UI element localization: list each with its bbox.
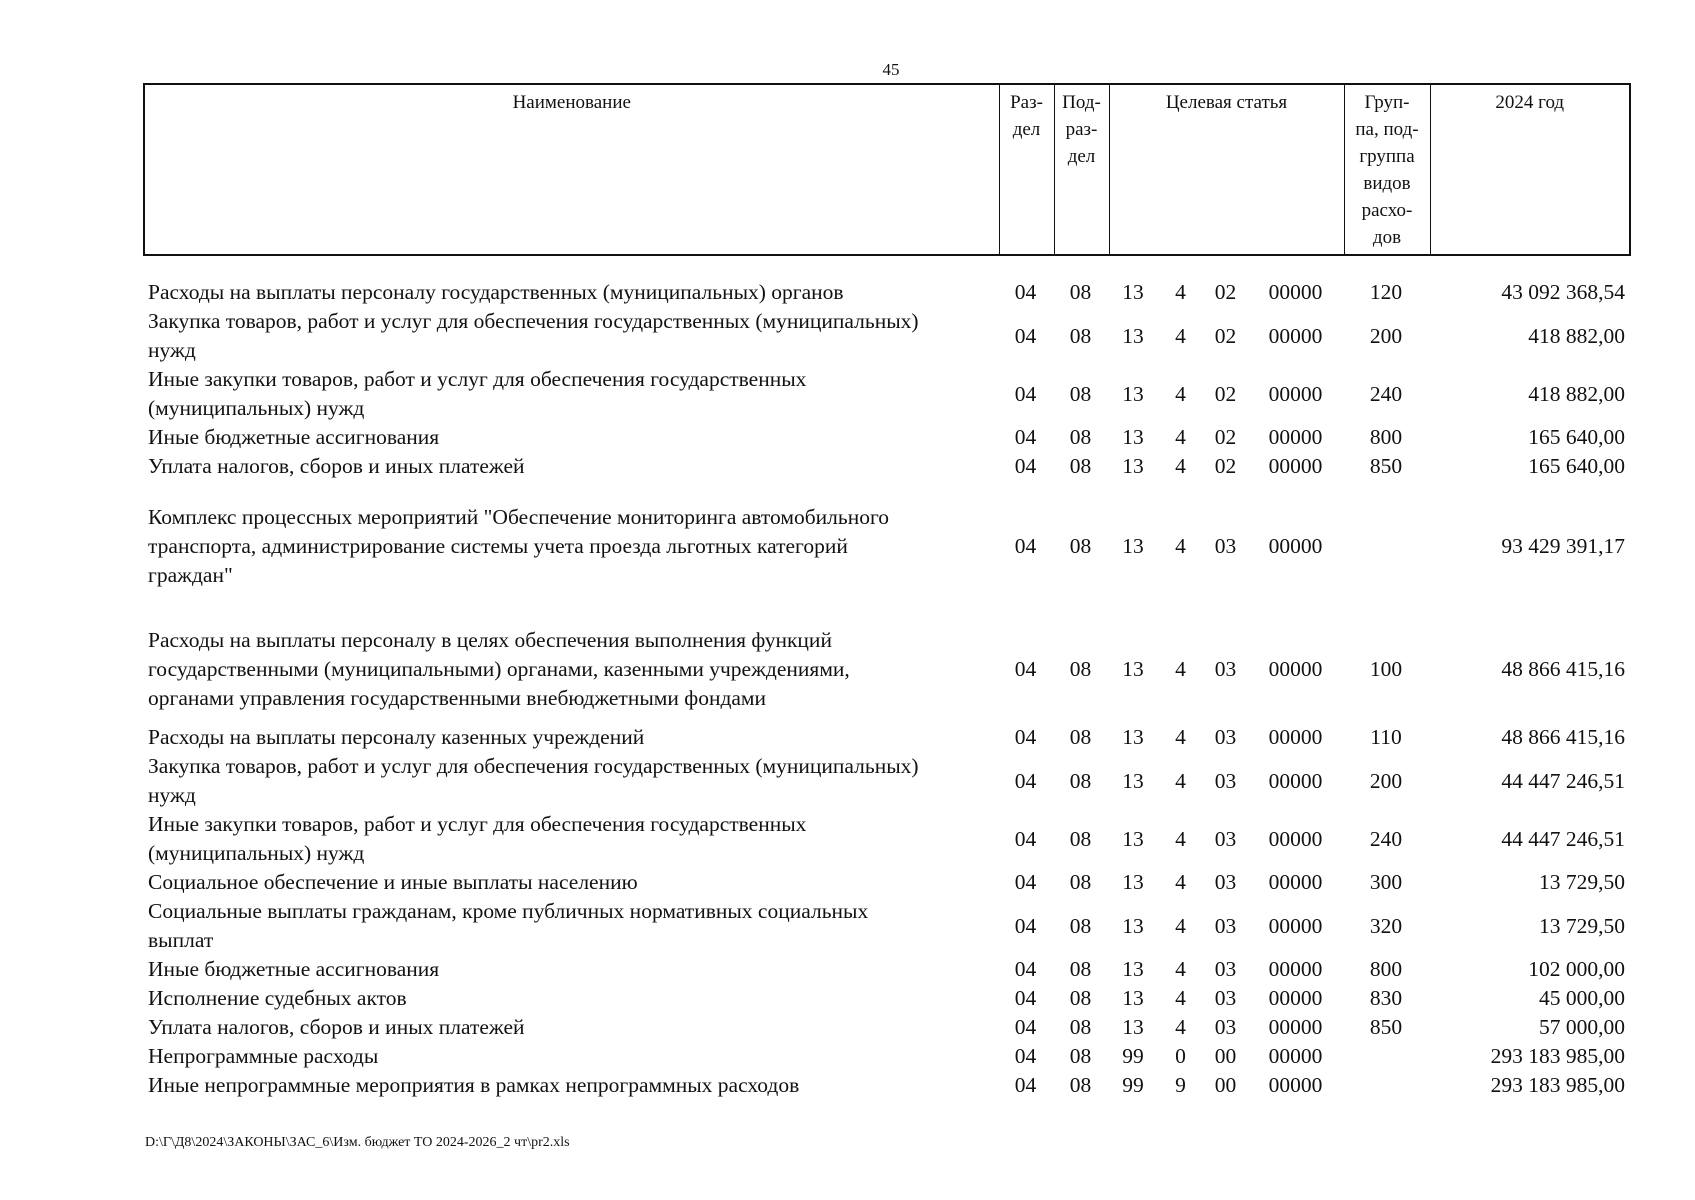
row-podrazdel: 08 bbox=[1069, 323, 1092, 348]
row-podrazdel: 08 bbox=[1069, 425, 1092, 449]
row-target-program: 13 bbox=[1122, 1015, 1144, 1039]
row-target-type: 4 bbox=[1175, 657, 1186, 681]
row-amount: 45 000,00 bbox=[1539, 986, 1625, 1010]
row-target-direction: 00000 bbox=[1268, 323, 1323, 348]
header-podrazdel: Под- раз- дел bbox=[1054, 84, 1109, 255]
row-target-program: 13 bbox=[1122, 534, 1144, 558]
row-name: Иные бюджетные ассигнования bbox=[148, 425, 440, 449]
row-amount: 165 640,00 bbox=[1528, 454, 1625, 478]
table-row bbox=[143, 1071, 1629, 1100]
row-razdel: 04 bbox=[1014, 1073, 1037, 1097]
row-razdel: 04 bbox=[1014, 323, 1037, 348]
row-target-event: 03 bbox=[1214, 534, 1237, 558]
row-target-program: 13 bbox=[1122, 657, 1144, 681]
row-razdel: 04 bbox=[1014, 768, 1037, 793]
row-name: Социальные выплаты гражданам, кроме публичных нормативных социальных выплат bbox=[148, 899, 869, 952]
row-group: 100 bbox=[1369, 657, 1403, 681]
row-razdel: 04 bbox=[1014, 826, 1037, 851]
header-group: Груп- па, под- группа видов расхо- дов bbox=[1344, 84, 1430, 255]
header-year: 2024 год bbox=[1430, 84, 1630, 255]
row-razdel: 04 bbox=[1014, 957, 1037, 981]
row-razdel: 04 bbox=[1014, 725, 1037, 749]
row-podrazdel: 08 bbox=[1069, 1073, 1092, 1097]
row-target-program: 13 bbox=[1122, 454, 1144, 478]
table-row bbox=[143, 481, 1629, 604]
row-group bbox=[1343, 1042, 1429, 1071]
row-amount: 165 640,00 bbox=[1528, 425, 1625, 449]
table-row bbox=[143, 810, 1629, 868]
row-name: Расходы на выплаты персоналу казенных учреждений bbox=[148, 725, 645, 749]
row-target-event: 02 bbox=[1214, 381, 1237, 406]
row-razdel: 04 bbox=[1014, 280, 1037, 304]
row-target-direction: 00000 bbox=[1268, 454, 1323, 478]
row-target-program: 13 bbox=[1122, 913, 1144, 938]
row-amount: 102 000,00 bbox=[1528, 957, 1625, 981]
row-target-type: 4 bbox=[1175, 957, 1186, 981]
row-podrazdel: 08 bbox=[1069, 986, 1092, 1010]
row-group: 240 bbox=[1369, 381, 1403, 406]
row-amount: 48 866 415,16 bbox=[1501, 657, 1625, 681]
row-group: 120 bbox=[1369, 280, 1403, 304]
row-name: Социальное обеспечение и иные выплаты населению bbox=[148, 870, 638, 894]
row-podrazdel: 08 bbox=[1069, 1044, 1092, 1068]
table-row bbox=[143, 955, 1629, 984]
row-group: 200 bbox=[1369, 323, 1403, 348]
table-row bbox=[143, 868, 1629, 897]
row-target-program: 13 bbox=[1122, 425, 1144, 449]
row-name: Комплекс процессных мероприятий "Обеспечение мониторинга автомобильного транспорта, администрирование системы учета проезда льготных категорий граждан" bbox=[148, 505, 889, 587]
row-target-program: 13 bbox=[1122, 725, 1144, 749]
row-target-type: 4 bbox=[1175, 323, 1186, 348]
table-row bbox=[143, 752, 1629, 810]
row-target-program: 99 bbox=[1122, 1073, 1144, 1097]
row-podrazdel: 08 bbox=[1069, 280, 1092, 304]
row-target-direction: 00000 bbox=[1268, 657, 1323, 681]
row-target-program: 13 bbox=[1122, 280, 1144, 304]
row-group: 800 bbox=[1369, 425, 1403, 449]
row-name: Непрограммные расходы bbox=[148, 1044, 379, 1068]
row-target-direction: 00000 bbox=[1268, 913, 1323, 938]
row-target-type: 4 bbox=[1175, 454, 1186, 478]
row-target-event: 03 bbox=[1214, 826, 1237, 851]
row-target-type: 4 bbox=[1175, 1015, 1186, 1039]
row-target-direction: 00000 bbox=[1268, 1015, 1323, 1039]
row-target-event: 03 bbox=[1214, 657, 1237, 681]
row-amount: 57 000,00 bbox=[1539, 1015, 1625, 1039]
row-name: Уплата налогов, сборов и иных платежей bbox=[148, 1015, 525, 1039]
table-header bbox=[143, 83, 1631, 256]
row-podrazdel: 08 bbox=[1069, 768, 1092, 793]
row-target-type: 4 bbox=[1175, 913, 1186, 938]
header-target: Целевая статья bbox=[1109, 84, 1344, 255]
row-amount: 293 183 985,00 bbox=[1490, 1073, 1625, 1097]
row-podrazdel: 08 bbox=[1069, 1015, 1092, 1039]
row-target-type: 4 bbox=[1175, 381, 1186, 406]
row-target-direction: 00000 bbox=[1268, 768, 1323, 793]
table-row bbox=[143, 723, 1629, 752]
row-razdel: 04 bbox=[1014, 425, 1037, 449]
row-target-program: 99 bbox=[1122, 1044, 1144, 1068]
row-amount: 418 882,00 bbox=[1528, 323, 1625, 348]
row-target-event: 02 bbox=[1214, 425, 1237, 449]
row-group: 240 bbox=[1369, 826, 1403, 851]
row-group: 800 bbox=[1369, 957, 1403, 981]
row-razdel: 04 bbox=[1014, 870, 1037, 894]
row-target-event: 03 bbox=[1214, 957, 1237, 981]
row-target-type: 4 bbox=[1175, 870, 1186, 894]
table-row bbox=[143, 897, 1629, 955]
row-target-type: 4 bbox=[1175, 534, 1186, 558]
row-razdel: 04 bbox=[1014, 1015, 1037, 1039]
row-target-event: 02 bbox=[1214, 280, 1237, 304]
row-group: 830 bbox=[1369, 986, 1403, 1010]
table-row bbox=[143, 268, 1629, 307]
page-number: 45 bbox=[882, 60, 900, 79]
row-group: 320 bbox=[1369, 913, 1403, 938]
row-target-type: 0 bbox=[1175, 1044, 1186, 1068]
row-amount: 44 447 246,51 bbox=[1501, 768, 1625, 793]
row-name: Закупка товаров, работ и услуг для обеспечения государственных (муниципальных) нужд bbox=[148, 754, 919, 807]
row-name: Иные закупки товаров, работ и услуг для обеспечения государственных (муниципальных) нужд bbox=[148, 812, 807, 865]
row-target-event: 03 bbox=[1214, 913, 1237, 938]
row-target-program: 13 bbox=[1122, 381, 1144, 406]
row-razdel: 04 bbox=[1014, 986, 1037, 1010]
row-target-direction: 00000 bbox=[1268, 280, 1323, 304]
row-podrazdel: 08 bbox=[1069, 657, 1092, 681]
row-group: 850 bbox=[1369, 454, 1403, 478]
row-name: Иные закупки товаров, работ и услуг для обеспечения государственных (муниципальных) нужд bbox=[148, 367, 807, 420]
table-row bbox=[143, 423, 1629, 452]
row-amount: 93 429 391,17 bbox=[1501, 534, 1625, 558]
row-amount: 293 183 985,00 bbox=[1490, 1044, 1625, 1068]
row-amount: 44 447 246,51 bbox=[1501, 826, 1625, 851]
row-target-program: 13 bbox=[1122, 768, 1144, 793]
file-path-footer: D:\Г\Д8\2024\ЗАКОНЫ\ЗАС_6\Изм. бюджет ТО 2024-2026_2 чт\pr2.xls bbox=[145, 1135, 570, 1150]
row-podrazdel: 08 bbox=[1069, 870, 1092, 894]
budget-table bbox=[143, 268, 1629, 1100]
table-row bbox=[143, 1042, 1629, 1071]
row-target-direction: 00000 bbox=[1268, 425, 1323, 449]
row-amount: 13 729,50 bbox=[1539, 913, 1625, 938]
row-target-direction: 00000 bbox=[1268, 826, 1323, 851]
row-target-direction: 00000 bbox=[1268, 1073, 1323, 1097]
row-target-direction: 00000 bbox=[1268, 381, 1323, 406]
table-row bbox=[143, 604, 1629, 723]
row-razdel: 04 bbox=[1014, 913, 1037, 938]
row-target-program: 13 bbox=[1122, 986, 1144, 1010]
row-group: 850 bbox=[1369, 1015, 1403, 1039]
row-podrazdel: 08 bbox=[1069, 534, 1092, 558]
row-target-type: 4 bbox=[1175, 280, 1186, 304]
row-razdel: 04 bbox=[1014, 381, 1037, 406]
row-razdel: 04 bbox=[1014, 454, 1037, 478]
row-target-program: 13 bbox=[1122, 870, 1144, 894]
row-target-program: 13 bbox=[1122, 957, 1144, 981]
row-group: 200 bbox=[1369, 768, 1403, 793]
table-row bbox=[143, 1013, 1629, 1042]
row-target-event: 03 bbox=[1214, 986, 1237, 1010]
row-target-type: 4 bbox=[1175, 725, 1186, 749]
row-podrazdel: 08 bbox=[1069, 826, 1092, 851]
row-target-direction: 00000 bbox=[1268, 534, 1323, 558]
row-target-type: 4 bbox=[1175, 425, 1186, 449]
row-target-program: 13 bbox=[1122, 826, 1144, 851]
row-group bbox=[1343, 1071, 1429, 1100]
row-target-event: 03 bbox=[1214, 870, 1237, 894]
row-target-event: 02 bbox=[1214, 454, 1237, 478]
row-target-event: 02 bbox=[1214, 323, 1237, 348]
row-group: 300 bbox=[1369, 870, 1403, 894]
row-podrazdel: 08 bbox=[1069, 957, 1092, 981]
row-amount: 13 729,50 bbox=[1539, 870, 1625, 894]
row-target-type: 4 bbox=[1175, 768, 1186, 793]
row-podrazdel: 08 bbox=[1069, 381, 1092, 406]
row-target-direction: 00000 bbox=[1268, 957, 1323, 981]
row-name: Иные непрограммные мероприятия в рамках непрограммных расходов bbox=[148, 1073, 800, 1097]
row-amount: 418 882,00 bbox=[1528, 381, 1625, 406]
row-target-program: 13 bbox=[1122, 323, 1144, 348]
row-podrazdel: 08 bbox=[1069, 454, 1092, 478]
table-row bbox=[143, 365, 1629, 423]
row-target-event: 00 bbox=[1214, 1044, 1237, 1068]
row-razdel: 04 bbox=[1014, 534, 1037, 558]
table-row bbox=[143, 452, 1629, 481]
row-razdel: 04 bbox=[1014, 1044, 1037, 1068]
header-razdel: Раз- дел bbox=[999, 84, 1054, 255]
row-name: Иные бюджетные ассигнования bbox=[148, 957, 440, 981]
row-name: Расходы на выплаты персоналу в целях обеспечения выполнения функций государственными (муниципальными) органами, казенными учреждениями, органами управления государственными внебюджетными фондами bbox=[148, 628, 850, 710]
header-name: Наименование bbox=[144, 84, 999, 255]
row-name: Расходы на выплаты персоналу государственных (муниципальных) органов bbox=[148, 280, 844, 304]
table-row bbox=[143, 984, 1629, 1013]
row-target-direction: 00000 bbox=[1268, 870, 1323, 894]
row-target-type: 4 bbox=[1175, 986, 1186, 1010]
row-name: Закупка товаров, работ и услуг для обеспечения государственных (муниципальных) нужд bbox=[148, 309, 919, 362]
row-target-direction: 00000 bbox=[1268, 1044, 1323, 1068]
row-amount: 48 866 415,16 bbox=[1501, 725, 1625, 749]
row-target-event: 03 bbox=[1214, 1015, 1237, 1039]
row-target-type: 4 bbox=[1175, 826, 1186, 851]
row-group: 110 bbox=[1370, 725, 1402, 749]
row-name: Исполнение судебных актов bbox=[148, 986, 407, 1010]
row-target-direction: 00000 bbox=[1268, 986, 1323, 1010]
row-razdel: 04 bbox=[1014, 657, 1037, 681]
row-amount: 43 092 368,54 bbox=[1501, 280, 1625, 304]
row-name: Уплата налогов, сборов и иных платежей bbox=[148, 454, 525, 478]
row-target-direction: 00000 bbox=[1268, 725, 1323, 749]
row-target-event: 00 bbox=[1214, 1073, 1237, 1097]
row-target-event: 03 bbox=[1214, 725, 1237, 749]
table-row bbox=[143, 307, 1629, 365]
row-podrazdel: 08 bbox=[1069, 725, 1092, 749]
row-target-event: 03 bbox=[1214, 768, 1237, 793]
row-target-type: 9 bbox=[1175, 1073, 1186, 1097]
row-group bbox=[1343, 481, 1429, 604]
row-podrazdel: 08 bbox=[1069, 913, 1092, 938]
